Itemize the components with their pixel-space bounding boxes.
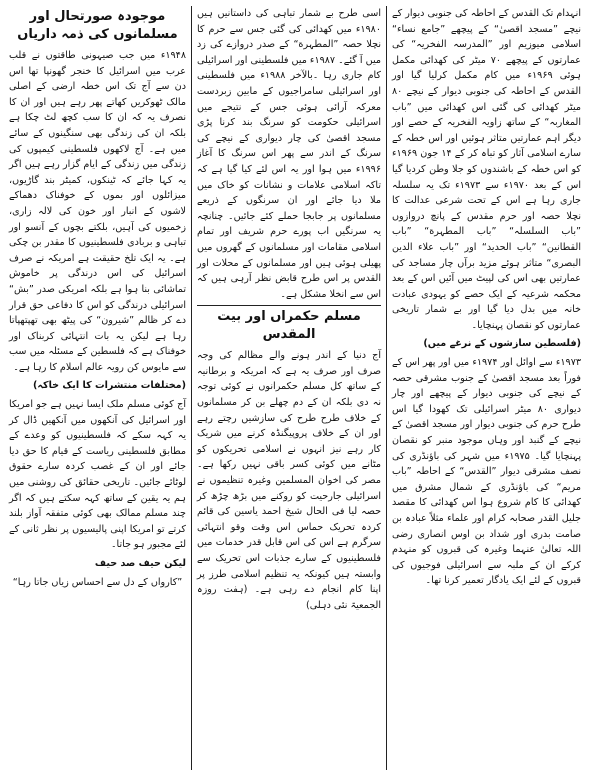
paragraph: ۱۹۴۸ء میں جب صیہونی طاقتوں نے قلب عرب میں اسرائیل کا خنجر گھونپا تھا اس دن سے آج تک اس خطہ ارضی کے اصلی مالک ٹھوکریں کھاتے پھر رہے ہیں اور ان کا نصرف یہ کہ ان کا سب کچھ لٹ چکا ہے بلکہ ان کی زندگی بھی سنگینوں کے سائے میں ہے۔ آج لاکھوں فلسطینی کیمپوں کی زندگی میں زندگی کے ایام گزار رہے ہیں اگر یہ کہا جائے کہ ٹینکوں، کمیٹر بند گاڑیوں، میزائلوں اور بموں کے خوفناک دھماکے لاشوں کے انبار اور خون کی لالہ زاری، زخمیوں کی آہیں، بلکتے بچوں کے آنسو اور تباہی و بربادی فلسطینیوں کا مقدر بن چکی ہے۔ یہ ایک تلخ حقیقت ہے امریکہ نے صرف اسرائیل کی اس درندگی پر خاموش تماشائی بنا ہوا ہے بلکہ امریکی صدر ”بش“ اسرائیلی درندگی کو اس کا دفاعی حق قرار دے کر ظالم ”شیرون“ کی پیٹھ بھی تھپتھپاتا رہا ہے لیکن یہ بات انتہائی کربناک اور خوفناک ہے کہ فلسطین کے مسئلہ میں سب سے مایوس کن رویہ عالم اسلام کا رہا ہے۔ (9, 50, 186, 373)
closing-verse: ”کارواں کے دل سے احساس زیاں جاتا رہا“ (12, 576, 183, 588)
exclamation-line: لیکن حیف صد حیف (94, 558, 186, 569)
article-column-left (4, 6, 191, 770)
section-heading: موجودہ صورتحال اور مسلمانوں کی ذمہ داریاں (17, 9, 178, 42)
paragraph: اسی طرح بے شمار تباہی کی داستانیں ہیں ۱۹۸۰ء میں کھدائی کی گئی جس سے حرم کا نچلا حصہ ”المطہرة“ کے صدر دروازے کی زد میں آ گئے۔ ۱۹۸۷ء میں فلسطینی اور اسرائیلی کام جاری رہا ۔بالآخر ۱۹۸۸ء میں فلسطینی اور اسرائیلی سامراجیوں کے مابین زبردست معرکہ آرائی ہوئی جس کے نتیجے میں اسرائیلی حکومت کو سرنگ بند کرنا پڑی مسجد اقصیٰ کی چار دیواری کے نیچے کی سرنگ کے اندر سے پھر اس سرنگ کا آغاز ۱۹۹۶ء میں ہوا اور یہ اس لئے کیا گیا ہے کہ تاکہ اسلامی علامات و نشانات کو خاک میں ملا دیا جائے اور ان سرنگوں کے ذریعے مسلمانوں پر جابجا حملے کئے جائیں۔ چنانچہ یہ سرنگیں اب پورے حرم شریف اور تمام اسلامی مقامات اور مسلمانوں کے گھروں میں پھیلی ہوئی ہیں اور مسلمانوں کے محلات اور القدس پر اس طرح قابض نظر آرہی ہیں کہ اس سے انخلا مشکل ہے۔ (197, 8, 382, 300)
paragraph: ۱۹۷۳ء سے اوائل اور ۱۹۷۴ء میں اور پھر اس کے فوراً بعد مسجد اقصیٰ کے جنوب مشرقی حصہ کے نیچے کی جنوبی دیوار کے پیچھے اور چار دیواری ۸۰ میٹر اسرائیلی تک کھودا گیا اس طرح حرم کی جنوبی دیوار اور مسجد اقصیٰ کے نیچے کے گنبد اور وہاں موجود منبر کو نقصان پہنچایا گیا۔ ۱۹۷۵ء میں شہر کی باؤنڈری کی نصف مشرقی دیوار ”القدس“ کے احاطہ ”باب مریم“ کی باؤنڈری کے شمال مشرق میں کھدائی کا کام شروع ہوا اس کھدائی کا مقصد جلیل القدر صحابہ کرام اور علماء مثلاً عبادہ بن صامت بدری اور شداد بن اوس انصاری رضی اللہ تعالیٰ عنہما وغیرہ کی قبروں کو منہدم کرکے ان کے ملبہ سے اسرائیلی فوجیوں کی قبروں کے لئے ایک یادگار تعمیر کرنا تھا۔ (392, 357, 582, 587)
section-heading: مسلم حکمراں اور بیت المقدس (197, 305, 381, 344)
source-note: (فلسطین سازشوں کے نرغے میں) (423, 338, 581, 350)
article-column-right (386, 6, 586, 770)
article-column-middle (191, 6, 386, 770)
paragraph: آج کوئی مسلم ملک ایسا نہیں ہے جو امریکا اور اسرائیل کی آنکھوں میں آنکھیں ڈال کر یہ کہہ سکے کہ فلسطینیوں کو وعدے کے مطابق فلسطینی ریاست کے قیام کا حق دیا جائے اور ان کے غصب کردہ سارے حقوق لوٹائے جائیں۔ تاریخی حقائق کی روشنی میں ہم یہ یقین کے ساتھ کہہ سکتے ہیں کہ اگر چند مسلم ممالک بھی کوئی متفقہ آواز بلند کرتے تو امریکا اپنی پالیسیوں پر نظر ثانی کے لئے مجبور ہو جاتا۔ (9, 399, 186, 551)
paragraph: آج دنیا کے اندر ہونے والے مظالم کی وجہ صرف اور صرف یہ ہے کہ امریکہ و برطانیہ کے ساتھ کل مسلم حکمرانوں نے کوئی توجہ نہ دی بلکہ ان کے دم چھلے بن کر مسلمانوں کے خلاف طرح طرح کی سازشیں رچتے رہے اور ان کے خلاف پروپیگنڈہ کرنے میں شریک کار رہے نیز انہوں نے اسلامی تحریکوں کو مٹانے میں کوئی کسر باقی نہیں رکھا ہے۔ مصر کی اخوان المسلمین وغیرہ تنظیموں نے اسرائیلی جارحیت کو روکنے میں بڑھ چڑھ کر حصہ لیا فی الحال شیخ احمد یاسین کی قائم کردہ تحریک حماس اس وقت وقو انتہائی سرگرم ہے اس کی اس قابل قدر خدمات میں فلسطینیوں کے سارے جذبات اس تحریک سے وابستہ ہیں کیونکہ یہ تنظیم اسلامی طرز پر اپنا کام انجام دے رہی ہے۔ (ہفت روزہ الجمعیۃ نئی دہلی) (197, 350, 381, 611)
source-note: (مختلفات منتشرات کا ایک خاکہ) (32, 380, 186, 392)
paragraph: انہدام تک القدس کے احاطہ کی جنوبی دیوار کے نیچے ”مسجد اقصیٰ“ کے پیچھے ”جامع نساء“ اسلامی میوزیم اور ”المدرسہ الفخریہ“ کی عمارتوں کے پیچھے ۷۰ میٹر کی کھدائی مکمل ہوئی ۱۹۶۹ء میں کام مکمل کرلیا گیا اور القدس کے احاطہ کی جنوبی دیوار کے نیچے ۸۰ میٹر کھدائی کی گئی اس کھدائی میں ”باب المغاربہ“ کے ساتھ زاویہ الفخریہ کے حصے اور دیگر اہم عمارتیں متاثر ہوئیں اور اس خطہ کے سارے اسلامی آثار کو تباہ کر کے ۱۴ جون ۱۹۶۹ء کو اس خطہ کے باشندوں کو جلا وطن کردیا گیا اس کے بعد ۱۹۷۰ء سے ۱۹۷۳ء تک یہ سلسلہ جاری رہا ہے اس کے تحت شرعی عدالت کا نچلا حصہ اور حرم مقدس کے پانچ دروازوں ”باب السلسلہ“ ”باب المطہرة“ ”باب القطانین“ ”باب الحدید“ اور ”باب علاء الدین البصری“ متاثر ہوئے مزید برآں چار مساجد کی عمارتیں بھی اس کی لپیٹ میں آئیں اس کے بعد محکمہ شرعیہ کے ایک حصے کو یہودی عبادت خانہ میں بدل دیا گیا اور بے شمار تاریخی عمارتوں کو نقصان پہنچایا۔ (392, 8, 582, 331)
